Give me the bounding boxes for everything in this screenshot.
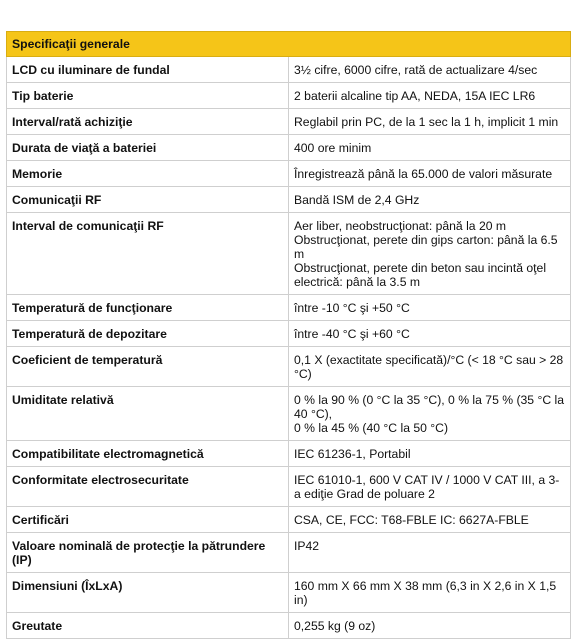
spec-label: Temperatură de depozitare (7, 321, 289, 347)
spec-value (289, 533, 571, 573)
spec-row (7, 295, 571, 321)
spec-row (7, 387, 571, 441)
spec-value-line: Obstrucţionat, perete din gips carton: până la 6.5 m (294, 233, 558, 261)
spec-value-line: 160 mm X 66 mm X 38 mm (6,3 in X 2,6 in X 1,5 in) (294, 579, 557, 607)
spec-value (289, 321, 571, 347)
spec-row (7, 613, 571, 639)
spec-row (7, 83, 571, 109)
spec-label: Umiditate relativă (7, 387, 289, 441)
spec-label: Durata de viaţă a bateriei (7, 135, 289, 161)
spec-label: Compatibilitate electromagnetică (7, 441, 289, 467)
spec-row (7, 347, 571, 387)
spec-value (289, 83, 571, 109)
spec-value (289, 613, 571, 639)
spec-value (289, 467, 571, 507)
spec-row (7, 135, 571, 161)
spec-value (289, 295, 571, 321)
spec-table-container (6, 31, 571, 639)
spec-value-line: Bandă ISM de 2,4 GHz (294, 193, 420, 207)
spec-label: Dimensiuni (ÎxLxA) (7, 573, 289, 613)
spec-label: Greutate (7, 613, 289, 639)
general-specifications-table (6, 31, 571, 639)
spec-value-line: între -10 °C şi +50 °C (294, 301, 410, 315)
spec-value (289, 441, 571, 467)
spec-value-line: 0 % la 90 % (0 °C la 35 °C), 0 % la 75 % (35 °C la 40 °C), (294, 393, 564, 421)
spec-row (7, 573, 571, 613)
spec-value (289, 347, 571, 387)
spec-value-line: Reglabil prin PC, de la 1 sec la 1 h, implicit 1 min (294, 115, 559, 129)
spec-value (289, 213, 571, 295)
spec-value-line: între -40 °C şi +60 °C (294, 327, 410, 341)
spec-row (7, 467, 571, 507)
spec-value (289, 57, 571, 83)
spec-label: Comunicaţii RF (7, 187, 289, 213)
spec-row (7, 441, 571, 467)
spec-label: Valoare nominală de protecţie la pătrundere (IP) (7, 533, 289, 573)
spec-value (289, 187, 571, 213)
spec-value-line: IP42 (294, 539, 320, 553)
spec-value (289, 387, 571, 441)
spec-row (7, 213, 571, 295)
spec-value-line: 0,255 kg (9 oz) (294, 619, 376, 633)
spec-value-line: Obstrucţionat, perete din beton sau incintă oţel electrică: până la 3.5 m (294, 261, 547, 289)
spec-value-line: Înregistrează până la 65.000 de valori măsurate (294, 167, 553, 181)
table-header-row (7, 32, 571, 57)
spec-value-line: 2 baterii alcaline tip AA, NEDA, 15A IEC LR6 (294, 89, 536, 103)
spec-label: Certificări (7, 507, 289, 533)
spec-row (7, 161, 571, 187)
spec-value-line: 0 % la 45 % (40 °C la 50 °C) (294, 421, 449, 435)
spec-row (7, 507, 571, 533)
spec-label: Coeficient de temperatură (7, 347, 289, 387)
spec-value-line: CSA, CE, FCC: T68-FBLE IC: 6627A-FBLE (294, 513, 529, 527)
spec-value-line: Aer liber, neobstrucţionat: până la 20 m (294, 219, 507, 233)
spec-row (7, 57, 571, 83)
spec-label: LCD cu iluminare de fundal (7, 57, 289, 83)
spec-value (289, 109, 571, 135)
spec-label: Temperatură de funcţionare (7, 295, 289, 321)
spec-label: Tip baterie (7, 83, 289, 109)
spec-label: Conformitate electrosecuritate (7, 467, 289, 507)
spec-row (7, 187, 571, 213)
spec-row (7, 533, 571, 573)
spec-label: Interval/rată achiziţie (7, 109, 289, 135)
spec-value-line: 0,1 X (exactitate specificată)/°C (< 18 °C sau > 28 °C) (294, 353, 564, 381)
spec-row (7, 321, 571, 347)
spec-value (289, 161, 571, 187)
spec-value-line: IEC 61010-1, 600 V CAT IV / 1000 V CAT III, a 3-a ediţie Grad de poluare 2 (294, 473, 560, 501)
section-title: Specificaţii generale (7, 32, 571, 57)
spec-value-line: IEC 61236-1, Portabil (294, 447, 411, 461)
spec-row (7, 109, 571, 135)
spec-value (289, 507, 571, 533)
spec-label: Interval de comunicaţii RF (7, 213, 289, 295)
spec-value-line: 400 ore minim (294, 141, 372, 155)
spec-value-line: 3½ cifre, 6000 cifre, rată de actualizare 4/sec (294, 63, 538, 77)
spec-value (289, 573, 571, 613)
spec-value (289, 135, 571, 161)
spec-label: Memorie (7, 161, 289, 187)
